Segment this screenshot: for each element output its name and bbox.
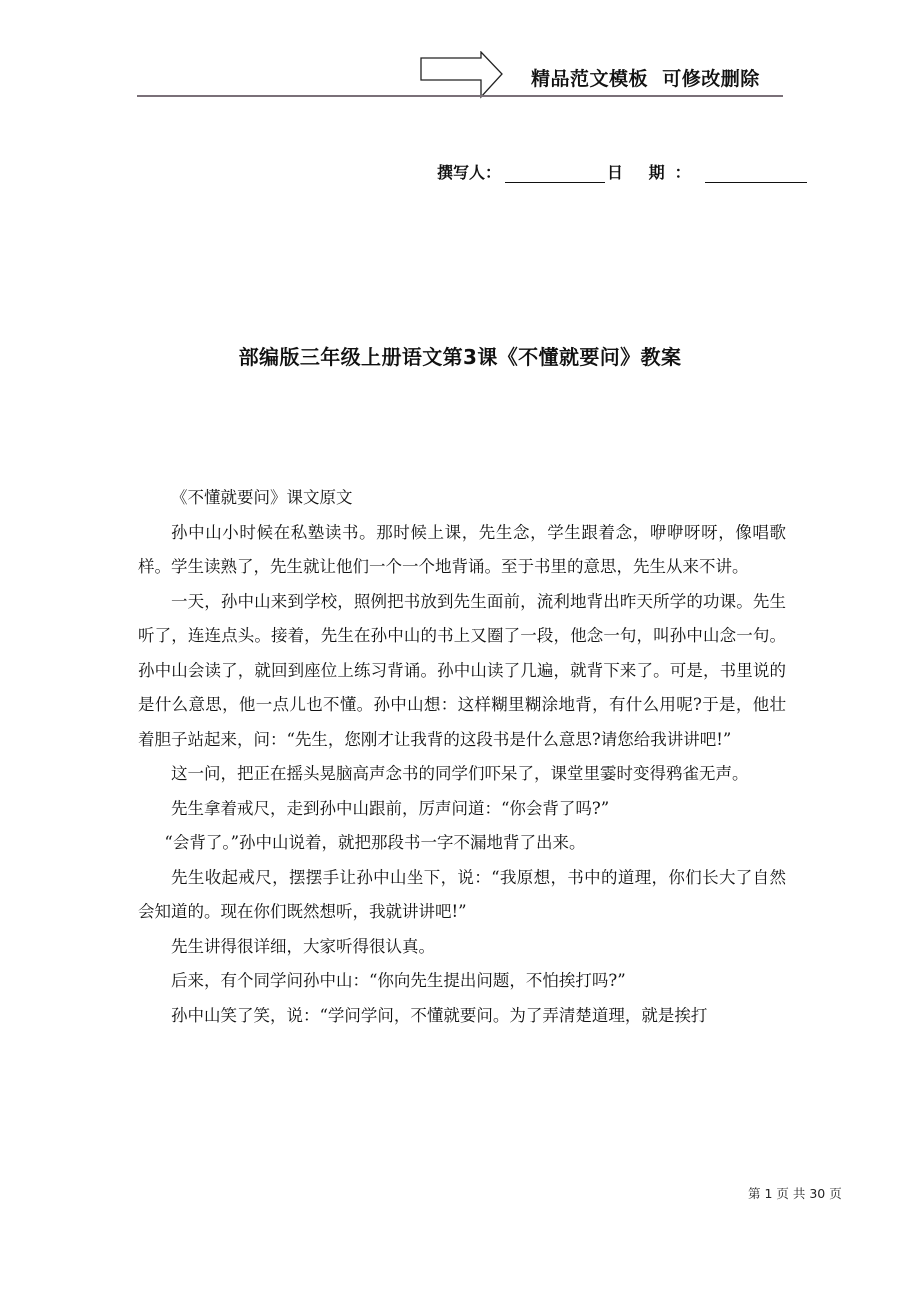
date-label: 日 期： (607, 163, 701, 182)
paragraph: “会背了。”孙中山说着，就把那段书一字不漏地背了出来。 (164, 833, 586, 852)
right-arrow-icon (420, 51, 504, 99)
paragraph: 一天，孙中山来到学校，照例把书放到先生面前，流利地背出昨天所学的功课。先生听了，连连点头。接着，先生在孙中山的书上又圈了一段，他念一句，叫孙中山念一句。孙中山会读了，就回到座位上练习背诵。孙中山读了几遍，就背下来了。可是，书里说的是什么意思，他一点儿也不懂。孙中山想：这样糊里糊涂地背，有什么用呢?于是，他壮着胆子站起来，问：“先生，您刚才让我背的这段书是什么意思?请您给我讲讲吧!” (138, 591, 786, 749)
paragraph: 这一问，把正在摇头晃脑高声念书的同学们吓呆了，课堂里霎时变得鸦雀无声。 (171, 764, 749, 783)
author-blank-field (505, 164, 605, 183)
paragraph: 先生拿着戒尺，走到孙中山跟前，厉声问道：“你会背了吗?” (171, 798, 610, 818)
section-heading: 《不懂就要问》课文原文 (171, 488, 353, 507)
header-banner-text: 精品范文模板 可修改删除 (531, 68, 760, 90)
paragraph: 先生讲得很详细，大家听得很认真。 (171, 936, 435, 956)
document-title: 部编版三年级上册语文第3课《不懂就要问》教案 (238, 345, 682, 369)
author-label: 撰写人： (437, 163, 502, 182)
document-body (138, 481, 786, 1033)
paragraph: 先生收起戒尺，摆摆手让孙中山坐下，说：“我原想，书中的道理，你们长大了自然会知道的。现在你们既然想听，我就讲讲吧!” (138, 867, 786, 921)
paragraph: 孙中山小时候在私塾读书。那时候上课，先生念，学生跟着念，咿咿呀呀，像唱歌样。学生读熟了，先生就让他们一个一个地背诵。至于书里的意思，先生从来不讲。 (138, 522, 786, 576)
header-divider (137, 95, 783, 97)
meta-row (437, 160, 809, 183)
page-indicator: 第 1 页 共 30 页 (748, 1186, 842, 1201)
date-blank-field (705, 164, 807, 183)
paragraph: 孙中山笑了笑，说：“学问学问，不懂就要问。为了弄清楚道理，就是挨打 (171, 1005, 708, 1025)
paragraph: 后来，有个同学问孙中山：“你向先生提出问题，不怕挨打吗?” (171, 971, 626, 990)
